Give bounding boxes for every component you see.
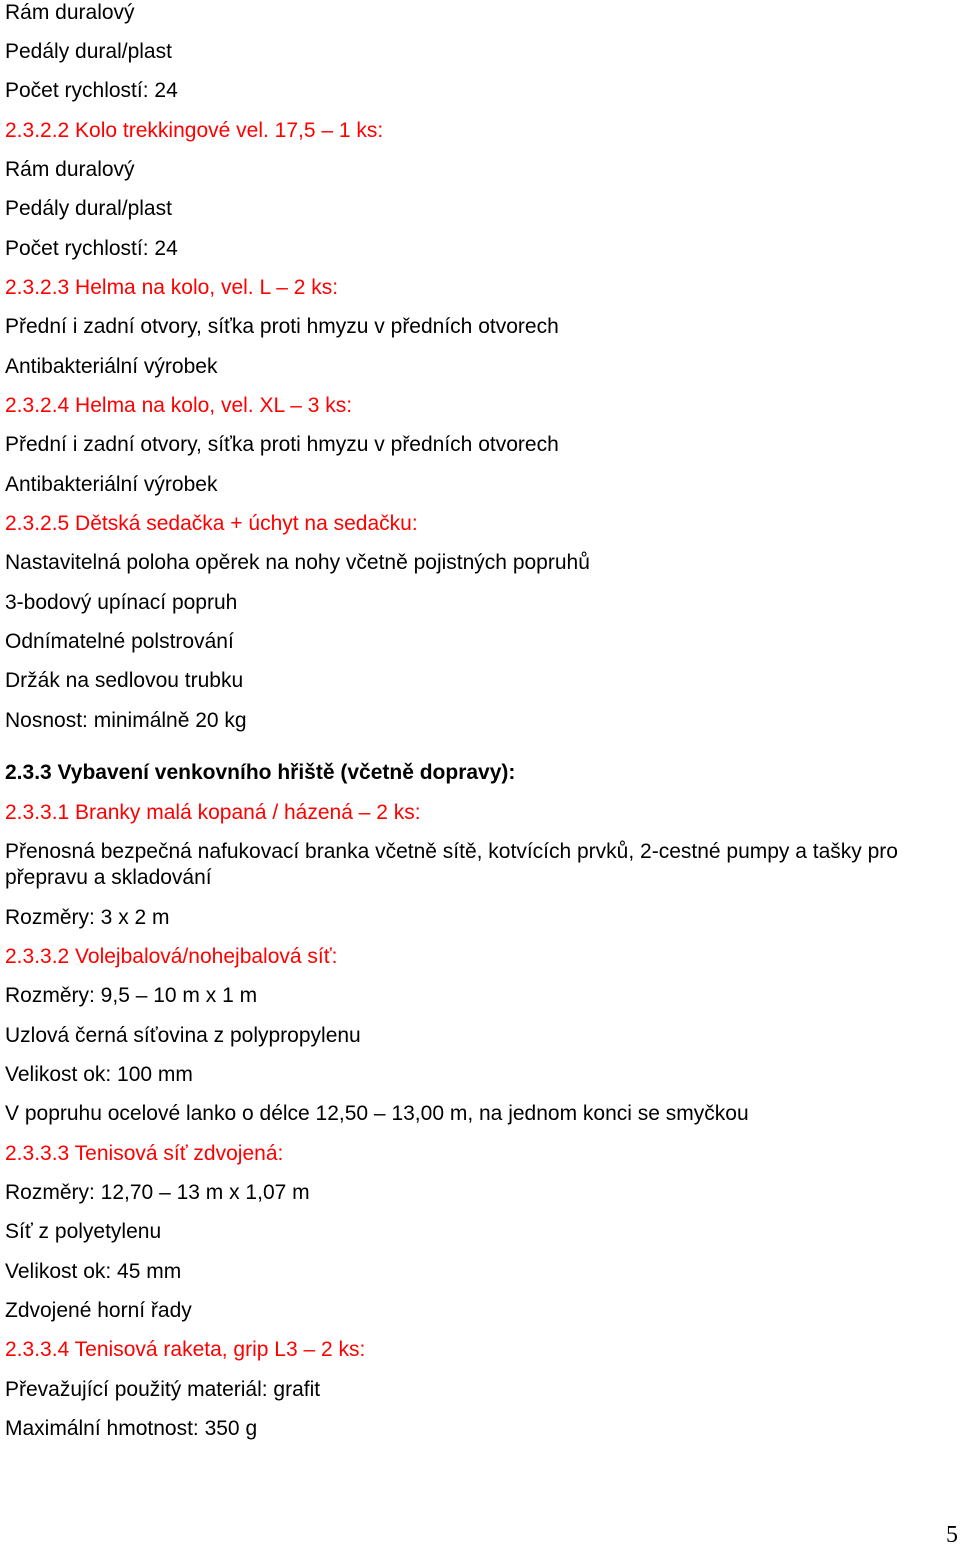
section-heading: 2.3.3 Vybavení venkovního hřiště (včetně dopravy): [5,761,516,784]
spec-line: Odnímatelné polstrování [5,630,234,653]
spec-line: Počet rychlostí: 24 [5,79,178,102]
spec-line: Velikost ok: 100 mm [5,1063,193,1086]
spec-line: Přední i zadní otvory, síťka proti hmyzu v předních otvorech [5,315,559,338]
item-heading: 2.3.3.1 Branky malá kopaná / házená – 2 ks: [5,801,421,824]
item-heading: 2.3.2.3 Helma na kolo, vel. L – 2 ks: [5,276,339,299]
spec-line: Nastavitelná poloha opěrek na nohy včetně pojistných popruhů [5,551,590,574]
spec-line: Síť z polyetylenu [5,1220,162,1243]
spec-line: Maximální hmotnost: 350 g [5,1417,258,1440]
spec-line: Rám duralový [5,158,135,181]
item-heading: 2.3.3.2 Volejbalová/nohejbalová síť: [5,945,338,968]
spec-line: Nosnost: minimálně 20 kg [5,709,247,732]
spec-line: Rám duralový [5,1,135,24]
item-heading: 2.3.3.3 Tenisová síť zdvojená: [5,1142,284,1165]
spec-line: Přední i zadní otvory, síťka proti hmyzu v předních otvorech [5,433,559,456]
item-heading: 2.3.2.2 Kolo trekkingové vel. 17,5 – 1 ks: [5,119,384,142]
spec-line: Antibakteriální výrobek [5,473,218,496]
spec-line: 3-bodový upínací popruh [5,591,238,614]
spec-line: Držák na sedlovou trubku [5,669,244,692]
spec-line: Zdvojené horní řady [5,1299,192,1322]
spec-line: Velikost ok: 45 mm [5,1260,182,1283]
page-number: 5 [946,1522,958,1548]
spec-line: Rozměry: 12,70 – 13 m x 1,07 m [5,1181,310,1204]
spec-line: Pedály dural/plast [5,40,172,63]
spec-line: Přenosná bezpečná nafukovací branka včetně sítě, kotvících prvků, 2-cestné pumpy a tašky pro přepravu a skladování [5,840,898,889]
spec-line: Antibakteriální výrobek [5,355,218,378]
item-heading: 2.3.2.4 Helma na kolo, vel. XL – 3 ks: [5,394,353,417]
spec-line: V popruhu ocelové lanko o délce 12,50 – 13,00 m, na jednom konci se smyčkou [5,1102,749,1125]
spec-line: Rozměry: 3 x 2 m [5,906,170,929]
spec-line: Uzlová černá síťovina z polypropylenu [5,1024,361,1047]
item-heading: 2.3.2.5 Dětská sedačka + úchyt na sedačku: [5,512,418,535]
spec-line: Rozměry: 9,5 – 10 m x 1 m [5,984,258,1007]
item-heading: 2.3.3.4 Tenisová raketa, grip L3 – 2 ks: [5,1338,366,1361]
spec-line: Počet rychlostí: 24 [5,237,178,260]
spec-line: Převažující použitý materiál: grafit [5,1378,321,1401]
spec-line: Pedály dural/plast [5,197,172,220]
